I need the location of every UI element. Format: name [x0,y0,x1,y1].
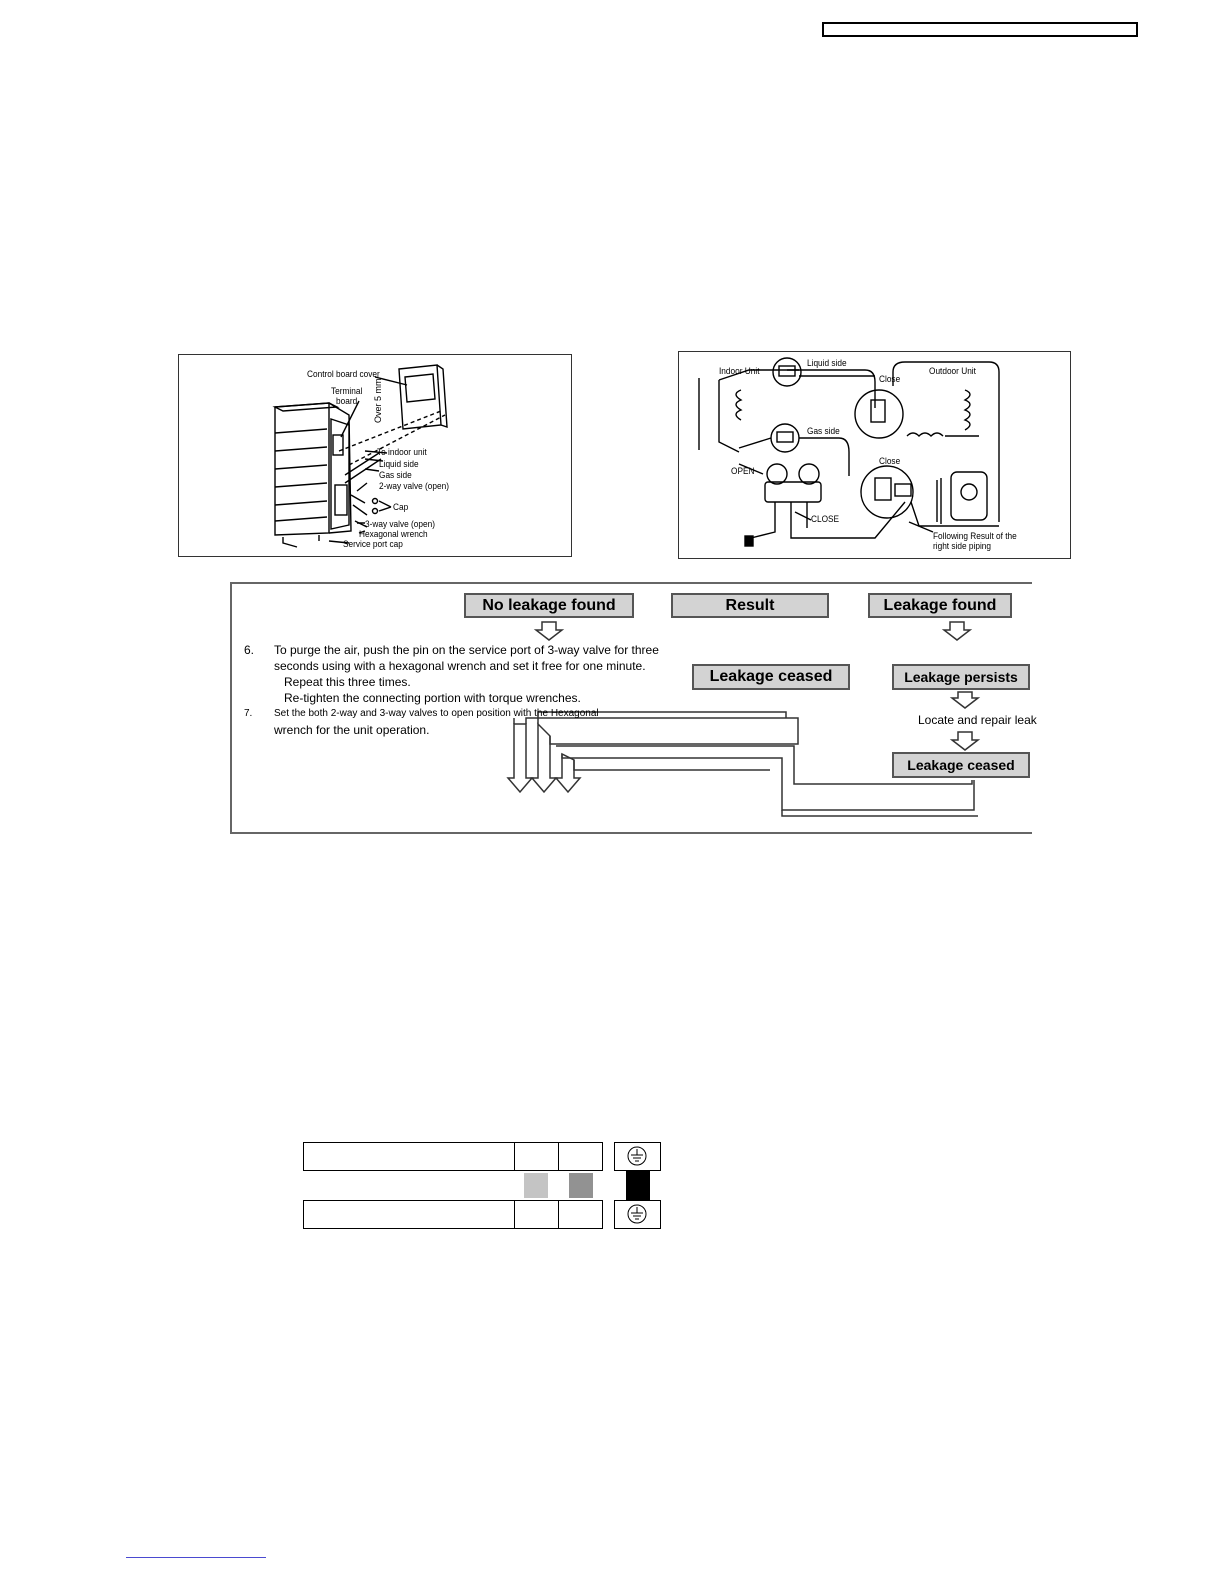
label-hexagonal-wrench: Hexagonal wrench [359,529,428,539]
step7-line2: wrench for the unit operation. [274,723,430,737]
label-3-way-valve: 3-way valve (open) [365,519,435,529]
label-close-bottom: Close [879,456,901,466]
label-terminal-board: Terminal board [331,386,363,406]
wiring-cell-divider [514,1143,515,1170]
label-2-way-valve: 2-way valve (open) [379,481,449,491]
header-box [822,22,1138,37]
figure-outdoor-unit-connection [178,354,572,557]
label-service-port-cap: Service port cap [343,539,403,549]
earth-icon [615,1201,659,1227]
leak-test-flowchart [230,582,1037,834]
footer-link-underline[interactable] [126,1557,266,1558]
box-leakage-persists: Leakage persists [892,664,1030,690]
piping-drawing [679,352,1072,560]
wiring-cell-divider [514,1201,515,1228]
box-leakage-ceased-mid: Leakage ceased [692,664,850,690]
step7-line1: Set the both 2-way and 3-way valves to open position with the Hexagonal [274,708,599,719]
label-close-top: Close [879,374,901,384]
label-control-board-cover: Control board cover [307,369,380,379]
box-leakage-ceased-right: Leakage ceased [892,752,1030,778]
label-right-side-piping: right side piping [933,541,992,551]
earth-icon [615,1143,659,1169]
box-leakage-found: Leakage found [868,593,1012,618]
label-cap: Cap [393,502,409,512]
step7-number: 7. [244,708,253,719]
step6-number: 6. [244,643,255,657]
label-indoor-unit: Indoor Unit [719,366,760,376]
wiring-cell-divider [558,1143,559,1170]
step6-line1: To purge the air, push the pin on the service port of 3-way valve for three [274,643,659,657]
wiring-bar-top [303,1142,603,1171]
step6-line4: Re-tighten the connecting portion with torque wrenches. [284,691,581,705]
box-no-leakage-found: No leakage found [464,593,634,618]
step6-line3: Repeat this three times. [284,675,411,689]
label-following-result: Following Result of the [933,531,1017,541]
step6-line2: seconds using with a hexagonal wrench and set it free for one minute. [274,659,646,673]
label-gas-side-right: Gas side [807,426,840,436]
wire-color-swatch-black [626,1171,650,1200]
label-open: OPEN [731,466,755,476]
label-gas-side: Gas side [379,470,412,480]
wire-color-swatch-grey [569,1173,593,1198]
label-liquid-side: Liquid side [379,459,419,469]
wiring-cell-divider [558,1201,559,1228]
earth-terminal-bottom [614,1200,661,1229]
earth-terminal-top [614,1142,661,1171]
wire-color-swatch-light-grey [524,1173,548,1198]
figure-piping-schematic [678,351,1071,559]
wiring-bar-bottom [303,1200,603,1229]
label-to-indoor-unit: To indoor unit [377,447,427,457]
box-result: Result [671,593,829,618]
label-close-gauge: CLOSE [811,514,840,524]
label-over-5mm: Over 5 mm [373,378,383,423]
text-locate-repair: Locate and repair leak [918,713,1037,727]
label-outdoor-unit: Outdoor Unit [929,366,976,376]
label-liquid-side-right: Liquid side [807,358,847,368]
